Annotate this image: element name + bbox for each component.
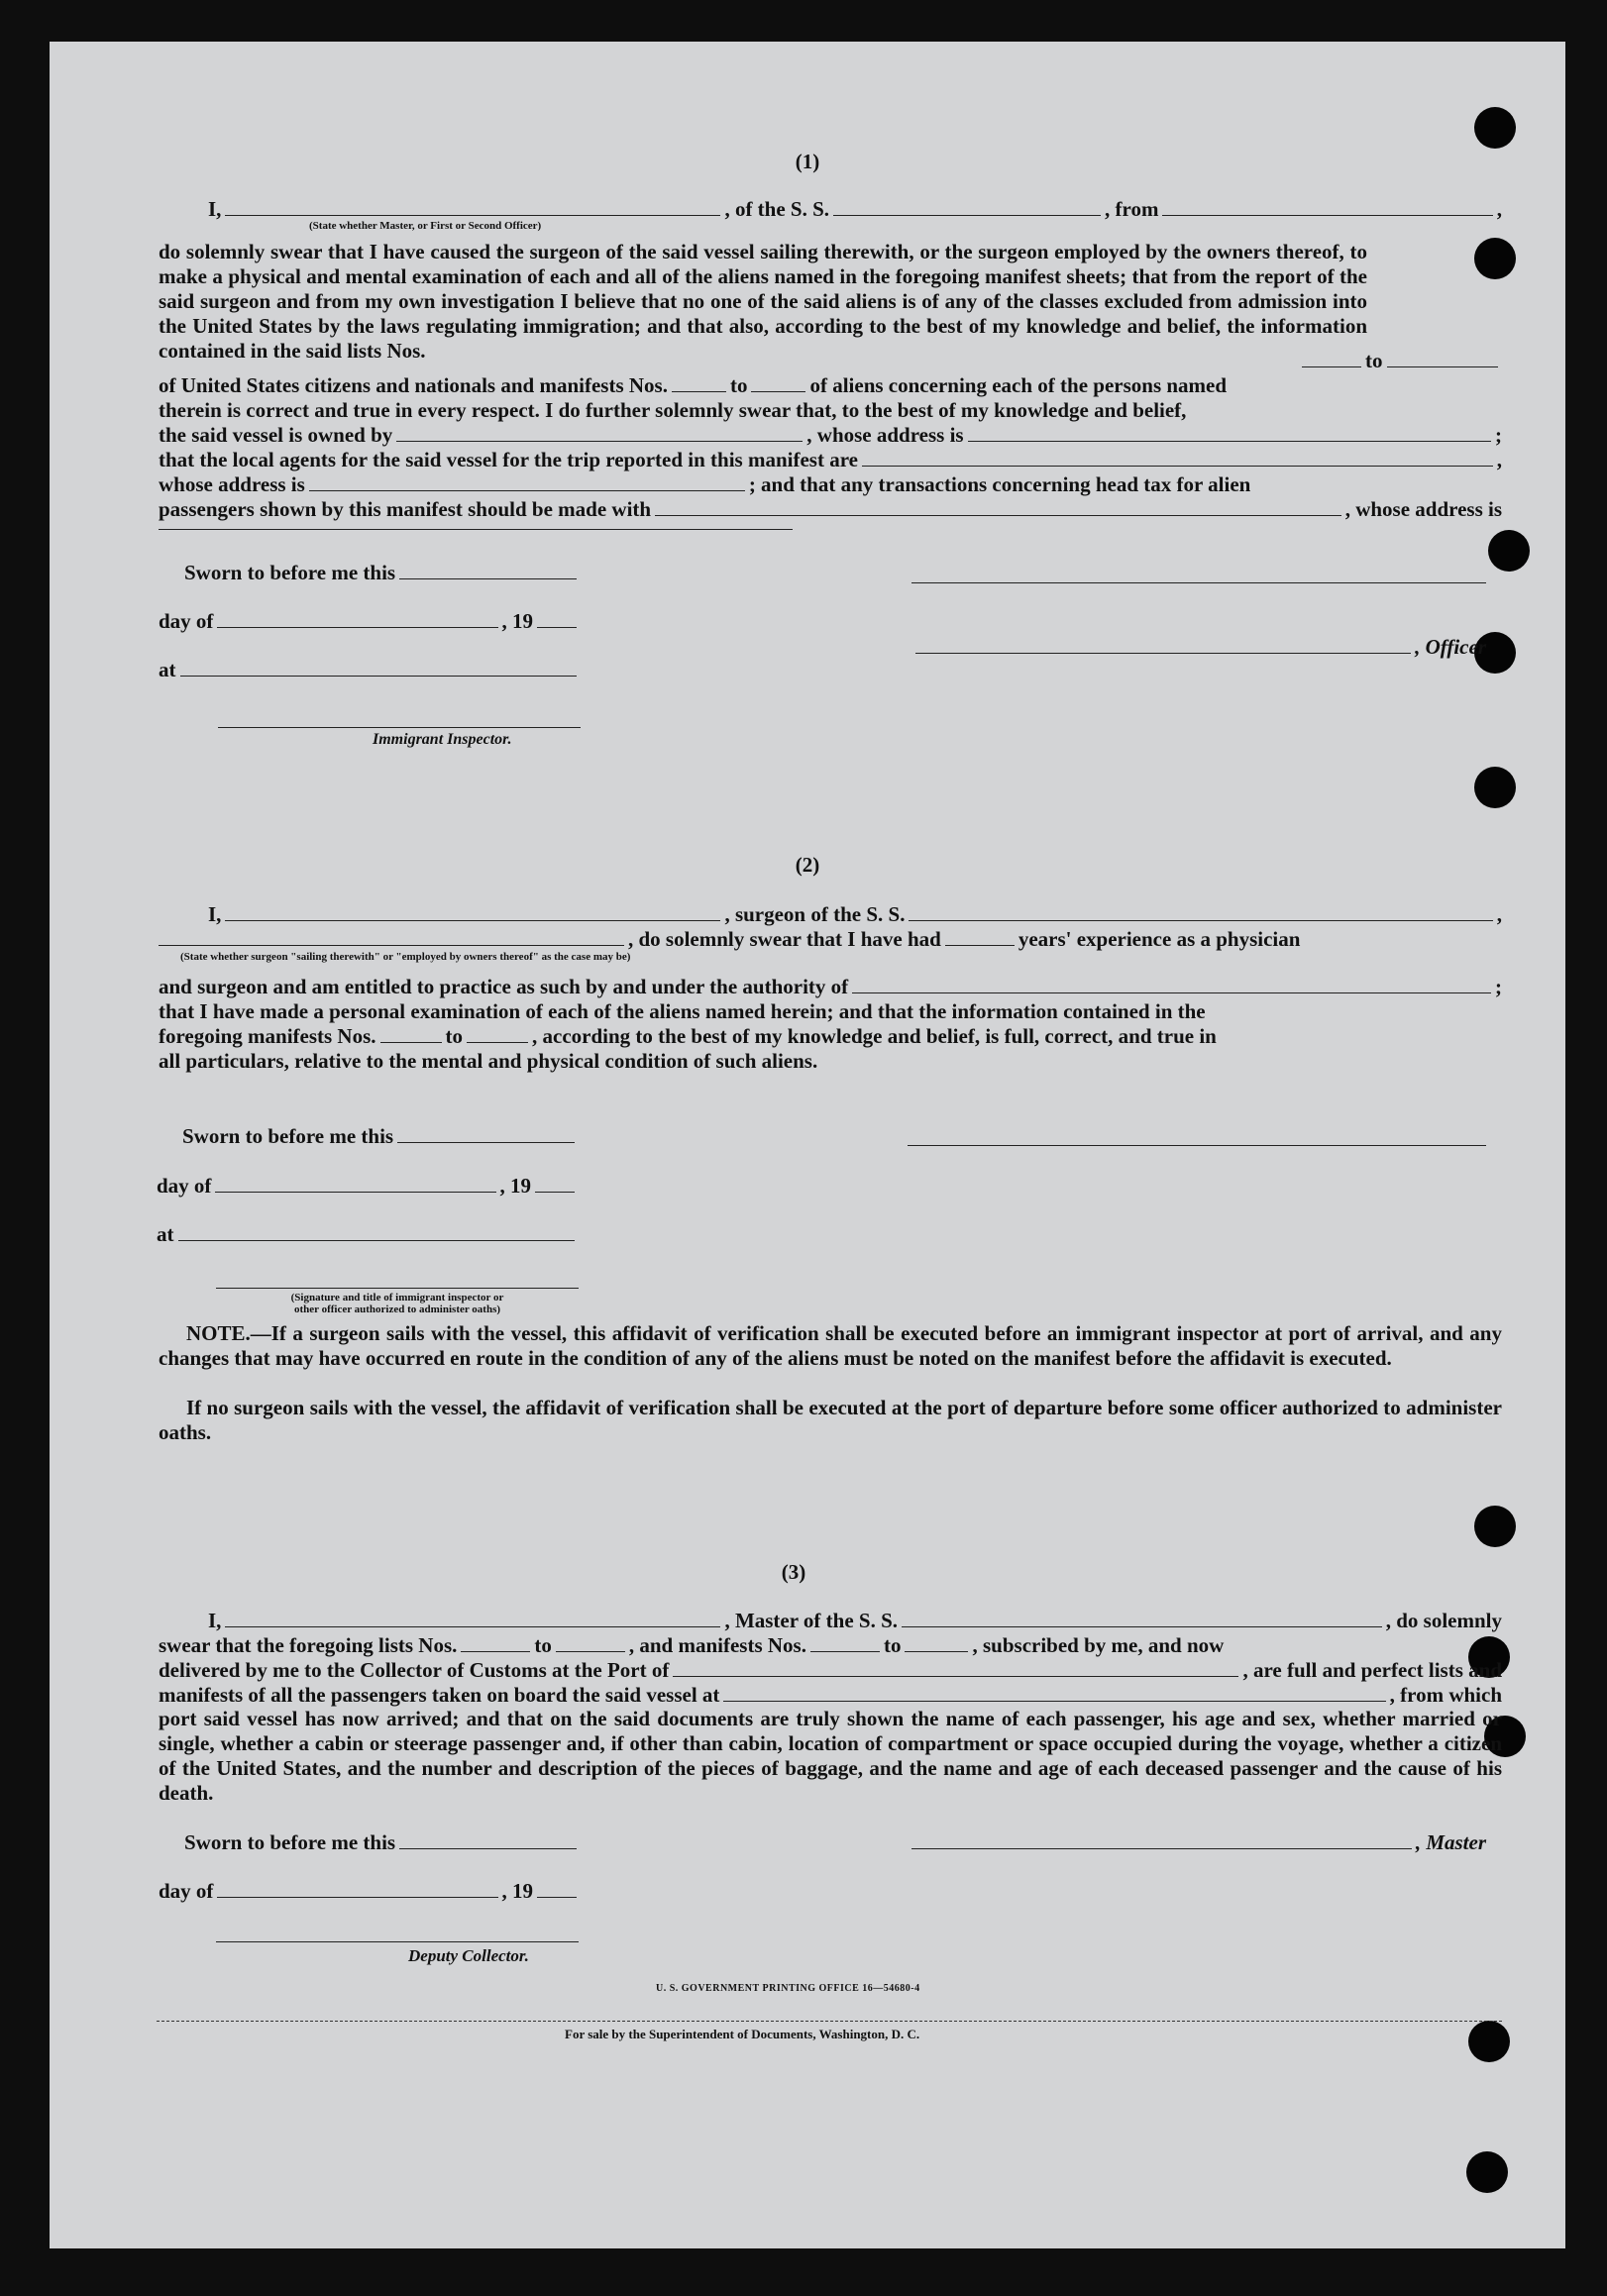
- section-1-line-correct: therein is correct and true in every respect. I do further solemnly swear that, to the best of my knowledge and belief,: [159, 398, 1187, 422]
- section-1-inspector-label: Immigrant Inspector.: [373, 731, 512, 748]
- section-1-inspector-line: [218, 727, 581, 728]
- section-3-day-of: day of , 19: [159, 1880, 581, 1902]
- section-2-line-authority: and surgeon and am entitled to practice as such by and under the authority of ;: [159, 975, 1502, 998]
- punch-hole-1: [1474, 107, 1516, 149]
- section-1-address-line: [159, 529, 793, 530]
- form-page: [50, 42, 1565, 2248]
- section-1-line-manifests: of United States citizens and nationals and manifests Nos. to of aliens concerning each of the persons named: [159, 373, 1228, 397]
- section-2-number: (2): [795, 853, 820, 877]
- section-1-lists-to: to: [1298, 350, 1502, 371]
- section-1-line-agents: that the local agents for the said vessel for the trip reported in this manifest are ,: [159, 448, 1502, 471]
- surgeon-note: (State whether surgeon "sailing therewith" or "employed by owners thereof" as the case may be): [180, 951, 631, 963]
- section-3-line-4: manifests of all the passengers taken on board the said vessel at , from which: [159, 1683, 1502, 1707]
- punch-hole-10: [1466, 2151, 1508, 2193]
- section-3-paragraph: port said vessel has now arrived; and that on the said documents are truly shown the name of each passenger, his age and sex, whether married or single, whether a cabin or steerage passenger and, if other than cabin, location of compartment or space occupied during the voyage, whether a citizen of the United States, and the number and description of the pieces of baggage, and the name and age of each deceased passenger and the cause of his death.: [159, 1707, 1502, 1805]
- section-1-officer: , Officer: [911, 636, 1486, 658]
- section-3-number: (3): [781, 1560, 806, 1584]
- section-1-day-of: day of , 19: [159, 610, 581, 632]
- punch-hole-9: [1468, 2021, 1510, 2062]
- section-3-deputy-label: Deputy Collector.: [408, 1946, 529, 1965]
- sale-imprint: For sale by the Superintendent of Documents, Washington, D. C.: [565, 2027, 920, 2041]
- punch-hole-2: [1474, 238, 1516, 279]
- punch-hole-5: [1474, 767, 1516, 808]
- section-3-line-2: swear that the foregoing lists Nos. to , and manifests Nos. to , subscribed by me, and now: [159, 1633, 1225, 1657]
- section-1-sworn: Sworn to before me this: [184, 562, 581, 583]
- section-2-line-manifests: foregoing manifests Nos. to , according to the best of my knowledge and belief, is full, correct, and true in: [159, 1024, 1217, 1048]
- gpo-imprint: U. S. GOVERNMENT PRINTING OFFICE 16—54680-4: [656, 1983, 920, 1994]
- section-2-inspector-line: [216, 1288, 579, 1289]
- section-1-line-address: whose address is ; and that any transactions concerning head tax for alien: [159, 472, 1251, 496]
- section-3-sworn: Sworn to before me this: [184, 1831, 581, 1853]
- section-3-deputy-line: [216, 1941, 579, 1942]
- section-2-sworn: Sworn to before me this: [182, 1125, 579, 1147]
- punch-hole-6: [1474, 1506, 1516, 1547]
- section-2-sig-note-2: other officer authorized to administer oaths): [293, 1304, 501, 1315]
- section-1-line-owned: the said vessel is owned by , whose address is ;: [159, 423, 1502, 447]
- section-3-line-1: I, , Master of the S. S. , do solemnly: [208, 1609, 1502, 1632]
- section-2-line-1: I, , surgeon of the S. S. ,: [208, 902, 1502, 926]
- section-3-master: , Master: [908, 1831, 1486, 1853]
- section-3-line-3: delivered by me to the Collector of Customs at the Port of , are full and perfect lists and: [159, 1658, 1502, 1682]
- section-2-day-of: day of , 19: [157, 1175, 579, 1197]
- section-1-line-headtax: passengers shown by this manifest should be made with , whose address is: [159, 497, 1502, 521]
- section-1-signature-line: [911, 582, 1486, 583]
- section-2-signature-line: [908, 1145, 1486, 1146]
- section-1-number: (1): [795, 150, 820, 173]
- section-2-sig-note-1: (Signature and title of immigrant inspector or: [290, 1292, 504, 1304]
- officer-note: (State whether Master, or First or Second Officer): [309, 220, 542, 232]
- section-1-paragraph: do solemnly swear that I have caused the surgeon of the said vessel sailing therewith, or the surgeon employed by the owners thereof, to make a physical and mental examination of each and all of the aliens named in the foregoing manifest sheets; that from the report of the said surgeon and from my own investigation I believe that no one of the said aliens is of any of the classes excluded from admission into the United States by the laws regulating immigration; and that also, according to the best of my knowledge and belief, the information contained in the said lists Nos.: [159, 240, 1367, 363]
- section-2-at: at: [157, 1223, 579, 1245]
- section-2-line-2: , do solemnly swear that I have had years' experience as a physician: [159, 928, 1502, 950]
- punch-hole-3: [1488, 530, 1530, 572]
- section-2-line-examination: that I have made a personal examination of each of the aliens named herein; and that the information contained in the: [159, 999, 1206, 1023]
- section-2-note-2: If no surgeon sails with the vessel, the affidavit of verification shall be executed at the port of departure before some officer authorized to administer oaths.: [159, 1396, 1502, 1444]
- footer-rule: [157, 2021, 1502, 2022]
- section-2-note-1: NOTE.—If a surgeon sails with the vessel, this affidavit of verification shall be executed before an immigrant inspector at port of arrival, and any changes that may have occurred en route in the condition of any of the aliens must be noted on the manifest before the affidavit is executed.: [159, 1321, 1502, 1370]
- section-2-line-particulars: all particulars, relative to the mental and physical condition of such aliens.: [159, 1049, 818, 1073]
- section-1-line-1: I, , of the S. S. , from ,: [208, 197, 1502, 221]
- section-1-at: at: [159, 659, 581, 680]
